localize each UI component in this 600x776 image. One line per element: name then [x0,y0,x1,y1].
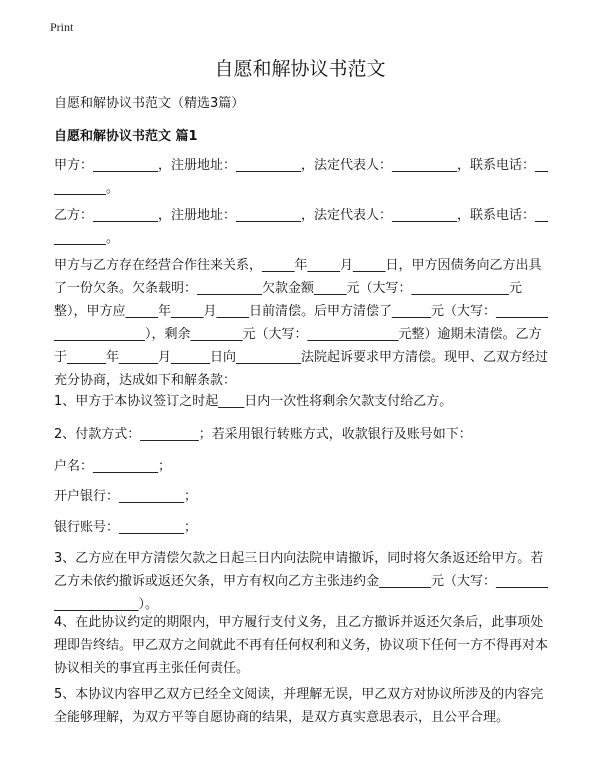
party-b-paragraph: 乙方：__________，注册地址：__________，法定代表人：__________，联系电话：__________。 [54,208,549,246]
account-number-line: 银行账号：__________； [54,520,198,535]
document-title: 自愿和解协议书范文 [214,58,386,80]
clause-3: 3、乙方应在甲方清偿欠款之日起三日内向法院申请撤诉，同时将欠条返还给甲方。若乙方未依约撤诉或返还欠条，甲方有权向乙方主张违约金________元（大写：_____________________）。 [54,551,549,612]
print-link[interactable]: Print [50,20,74,34]
account-name-line: 户名：__________； [54,459,172,474]
section-heading: 自愿和解协议书范文 篇1 [54,129,198,144]
clause-2: 2、付款方式：_________；若采用银行转账方式，收款银行及账号如下： [54,427,472,442]
party-a-paragraph: 甲方：__________，注册地址：__________，法定代表人：__________，联系电话：__________。 [54,158,549,196]
document-subtitle: 自愿和解协议书范文（精选3篇） [54,96,245,111]
background-paragraph: 甲方与乙方存在经营合作往来关系，_____年_____月_____日，甲方因债务向乙方出具了一份欠条。欠条载明：__________欠款金额_____元（大写：_______________元整），甲方应_____年_____月_____日前清偿。后甲方清偿了______元（大写：______________________），剩余________元（大写：______________元整）逾期未清偿。乙方于______年______月______日向__________法院起诉要求甲方清偿。现甲、乙双方经过充分协商，达成如下和解条款： [54,258,549,388]
clause-4: 4、在此协议约定的期限内，甲方履行支付义务，且乙方撤诉并返还欠条后，此事项处理即告终结。甲乙双方之间就此不再有任何权利和义务，协议项下任何一方不得再对本协议相关的事宜再主张任何责任。 [54,615,549,676]
clause-1: 1、甲方于本协议签订之时起____日内一次性将剩余欠款支付给乙方。 [54,394,453,409]
bank-line: 开户银行：__________； [54,489,198,504]
clause-5: 5、本协议内容甲乙双方已经全文阅读，并理解无误，甲乙双方对协议所涉及的内容完全能够理解，为双方平等自愿协商的结果，是双方真实意思表示，且公平合理。 [54,687,544,725]
